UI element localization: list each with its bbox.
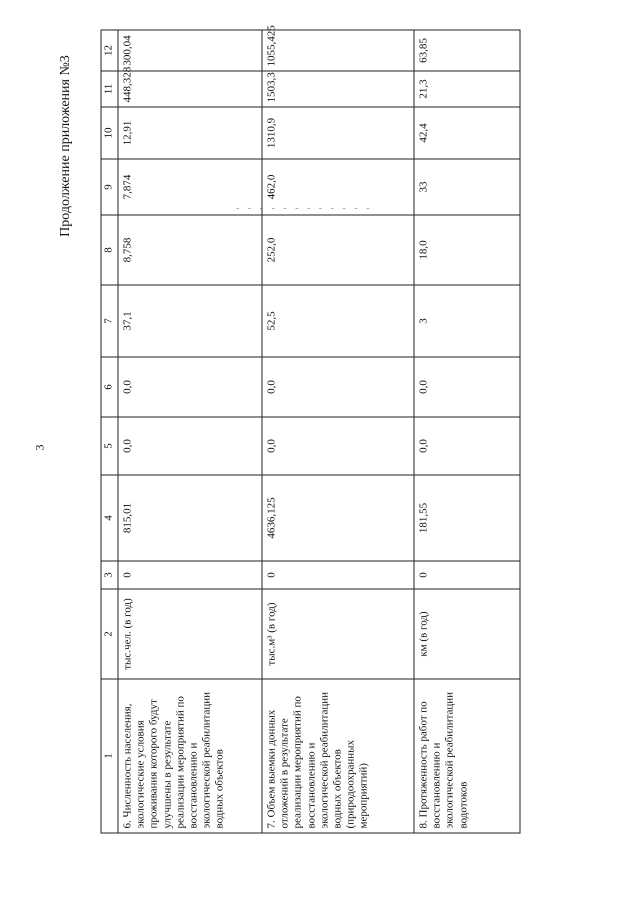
column-number: 10 xyxy=(101,107,118,159)
table-row xyxy=(262,30,414,833)
table-container xyxy=(100,24,520,833)
value-cell: 52,5 xyxy=(262,285,414,357)
value-cell: 0,0 xyxy=(262,357,414,417)
value-cell: 448,328 xyxy=(118,71,262,107)
value-cell: 12,91 xyxy=(118,107,262,159)
value-cell: 42,4 xyxy=(414,107,520,159)
column-number: 3 xyxy=(101,561,118,589)
indicator-name: 8. Протяженность работ по восстановлению и экологической реабилитации водотоков xyxy=(414,679,520,833)
value-cell: 21,3 xyxy=(414,71,520,107)
indicators-table xyxy=(100,24,520,833)
column-number: 1 xyxy=(101,679,118,833)
value-cell: 1310,9 xyxy=(262,107,414,159)
column-number: 4 xyxy=(101,475,118,561)
value-cell: 0,0 xyxy=(118,357,262,417)
value-cell: 63,85 xyxy=(414,30,520,71)
column-number: 5 xyxy=(101,417,118,475)
indicator-name: 7. Объем выемки донных отложений в результате реализации мероприятий по восстановлению и экологической реабилитации водных объектов (природоохранных мероприятий) xyxy=(262,679,414,833)
value-cell: 252,0 xyxy=(262,215,414,285)
value-cell: 1503,3 xyxy=(262,71,414,107)
value-cell: 0 xyxy=(262,561,414,589)
value-cell: 181,55 xyxy=(414,475,520,561)
column-number: 2 xyxy=(101,589,118,679)
value-cell: 0 xyxy=(414,561,520,589)
value-cell: 18,0 xyxy=(414,215,520,285)
value-cell: 462,0 xyxy=(262,159,414,215)
table-row xyxy=(414,30,520,833)
column-number-row xyxy=(101,30,118,833)
value-cell: 4636,125 xyxy=(262,475,414,561)
value-cell: 37,1 xyxy=(118,285,262,357)
value-cell: 815,01 xyxy=(118,475,262,561)
table-row xyxy=(118,30,262,833)
column-number: 7 xyxy=(101,285,118,357)
value-cell: 0,0 xyxy=(414,357,520,417)
value-cell: 0,0 xyxy=(262,417,414,475)
value-cell: 0 xyxy=(118,561,262,589)
column-number: 11 xyxy=(101,71,118,107)
column-number: 12 xyxy=(101,30,118,71)
column-number: 8 xyxy=(101,215,118,285)
value-cell: 7,874 xyxy=(118,159,262,215)
appendix-caption: Продолжение приложения №3 xyxy=(58,55,73,237)
value-cell: 8,758 xyxy=(118,215,262,285)
column-number: 6 xyxy=(101,357,118,417)
column-number: 9 xyxy=(101,159,118,215)
page-number: 3 xyxy=(32,444,47,451)
unit-cell: тыс.м³ (в год) xyxy=(262,589,414,679)
indicator-name: 6. Численность населения, экологические условия проживания которого будут улучшены в результате реализации мероприятий по восстановлению и экологической реабилитации водных объектов xyxy=(118,679,262,833)
scan-dash-marks: - - - - - - - - - - - - xyxy=(236,203,373,214)
value-cell: 3 xyxy=(414,285,520,357)
value-cell: 33 xyxy=(414,159,520,215)
value-cell: 0,0 xyxy=(118,417,262,475)
value-cell: 300,04 xyxy=(118,30,262,71)
unit-cell: км (в год) xyxy=(414,589,520,679)
value-cell: 0,0 xyxy=(414,417,520,475)
unit-cell: тыс.чел. (в год) xyxy=(118,589,262,679)
value-cell: 1055,425 xyxy=(262,30,414,71)
